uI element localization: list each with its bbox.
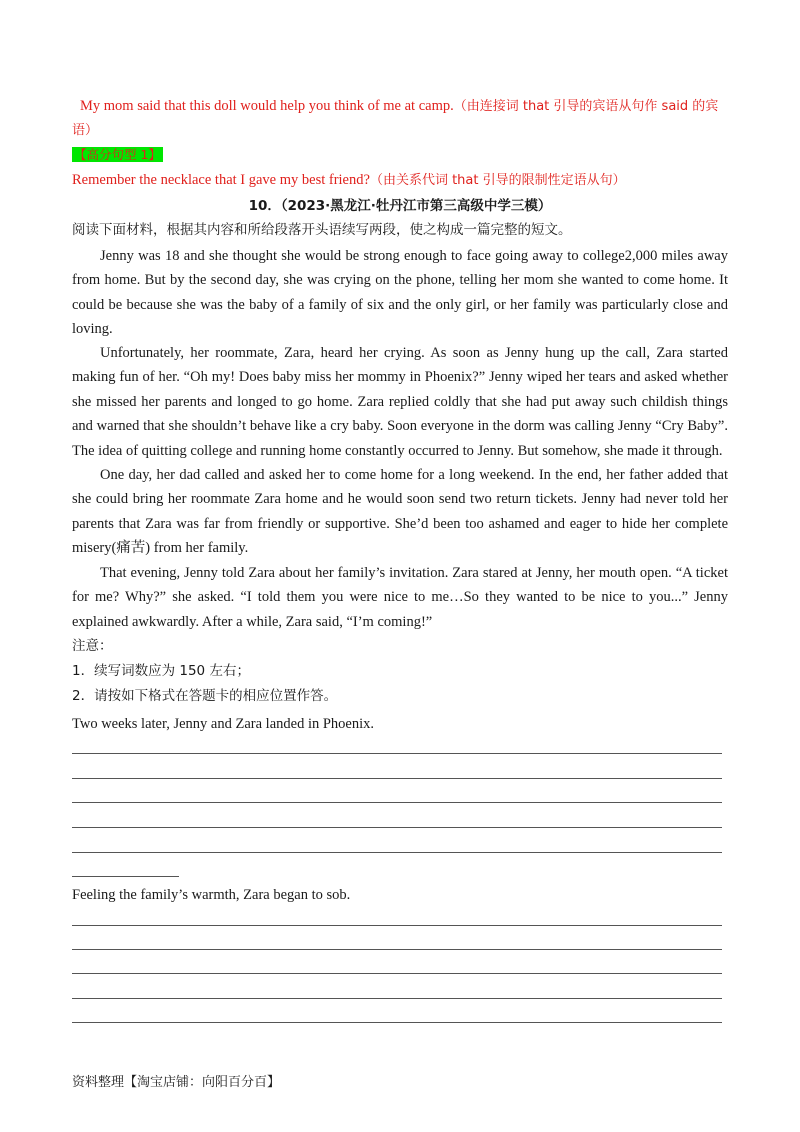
note-item-1: 1．续写词数应为 150 左右； [72, 663, 250, 679]
answer-line [72, 753, 722, 754]
answer-line [72, 949, 722, 950]
passage-paragraph-1: Jenny was 18 and she thought she would be strong enough to face going away to college2,000 miles away from home. But by the second day, she was crying on the phone, telling her mom she wanted to come home. It could be because she was the baby of a family of six and the only girl, or her family was particularly close and loving. [72, 248, 728, 338]
example-note-2: （由关系代词 that 引导的限制性定语从句） [369, 173, 626, 188]
answer-line-short [72, 876, 179, 877]
paragraph-starter-1: Two weeks later, Jenny and Zara landed in Phoenix. [72, 716, 375, 732]
answer-line [72, 852, 722, 853]
passage-paragraph-4: That evening, Jenny told Zara about her family’s invitation. Zara stared at Jenny, her mouth open. “A ticket for me? Why?” she asked. “I told them you were nice to me…So they wanted to be nice to you...” Jenny explained awkwardly. After a while, Zara said, “I’m coming!” [72, 565, 728, 630]
answer-line [72, 973, 722, 974]
paragraph-starter-2: Feeling the family’s warmth, Zara began to sob. [72, 887, 351, 903]
answer-line [72, 778, 722, 779]
answer-line [72, 802, 722, 803]
passage-paragraph-2: Unfortunately, her roommate, Zara, heard her crying. As soon as Jenny hung up the call, Zara started making fun of her. “Oh my! Does baby miss her mommy in Phoenix?” Jenny wiped her tears and asked whether she missed her parents and longed to go home. Zara replied coldly that she had put away such childish things and warned that she shouldn’t behave like a cry baby. Soon everyone in the dorm was calling Jenny “Cry Baby”. The idea of quitting college and running home constantly occurred to Jenny. But somehow, she made it through. [72, 345, 728, 459]
footer-source: 资料整理【淘宝店铺：向阳百分百】 [72, 1075, 281, 1090]
example-sentence-1 [80, 94, 718, 120]
high-score-label-text: 【高分句型 1】 [74, 147, 161, 162]
answer-line [72, 1022, 722, 1023]
answer-line [72, 998, 722, 999]
answer-line [72, 925, 722, 926]
example-sentence-2-text: Remember the necklace that I gave my best friend? [72, 172, 370, 188]
answer-line [72, 827, 722, 828]
question-instruction: 阅读下面材料，根据其内容和所给段落开头语续写两段，使之构成一篇完整的短文。 [72, 222, 572, 238]
note-item-2: 2．请按如下格式在答题卡的相应位置作答。 [72, 688, 338, 704]
example-note-1-cont: 语） [72, 123, 99, 138]
question-title: 10．（2023·黑龙江·牡丹江市第三高级中学三模） [248, 198, 552, 214]
notes-title: 注意： [72, 638, 113, 654]
passage-paragraph-3: One day, her dad called and asked her to come home for a long weekend. In the end, her father added that she could bring her roommate Zara home and he would soon send two return tickets. Jenny had never told her parents that Zara was far from friendly or supportive. She’d been too ashamed and eager to hide her complete misery(痛苦) from her family. [72, 467, 728, 557]
high-score-label [72, 145, 163, 165]
example-note-1: （由连接词 that 引导的宾语从句作 said 的宾 [453, 99, 719, 114]
example-sentence-2 [72, 168, 626, 194]
example-sentence-1-text: My mom said that this doll would help you think of me at camp. [80, 98, 454, 114]
